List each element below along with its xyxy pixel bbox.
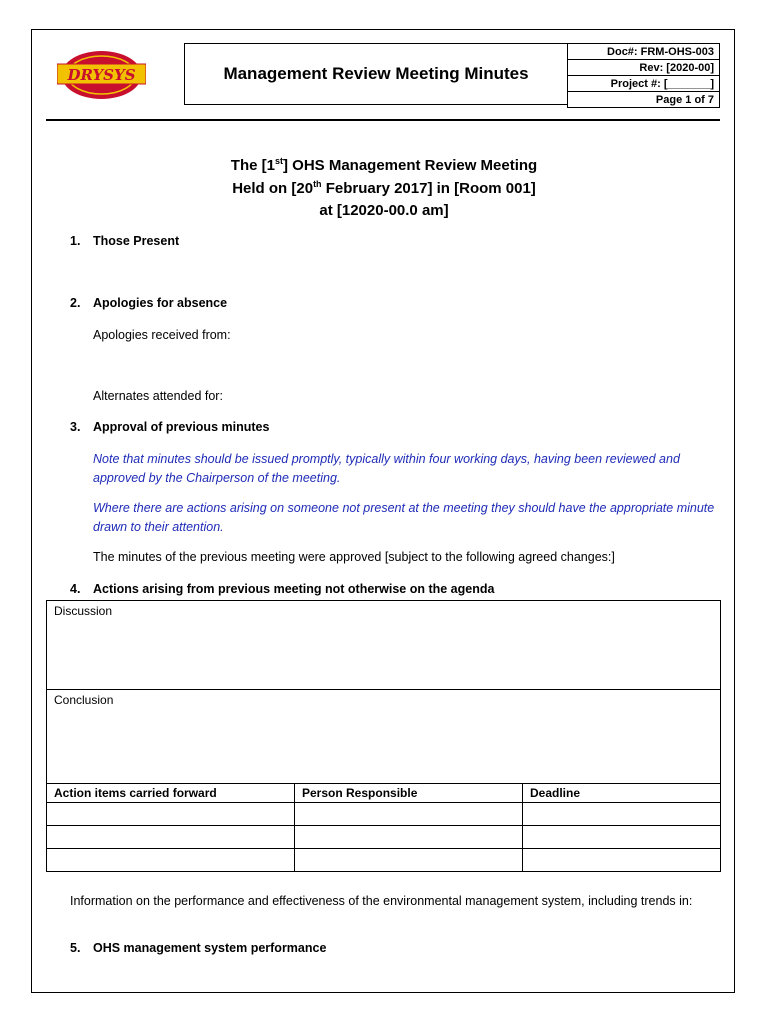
deadline-cell[interactable] <box>523 826 721 849</box>
col-header-action: Action items carried forward <box>47 784 295 803</box>
drysys-logo <box>57 50 146 100</box>
discussion-cell[interactable] <box>47 601 721 690</box>
section-4-heading: 4. Actions arising from previous meeting not otherwise on the agenda <box>70 582 495 596</box>
minutes-note-1: Note that minutes should be issued promptly, typically within four working days, having been reviewed and approved by the Chairperson of the meeting. <box>93 452 680 485</box>
col-header-person: Person Responsible <box>295 784 523 803</box>
header-rule <box>46 119 720 121</box>
conclusion-label: Conclusion <box>54 693 114 707</box>
meeting-headline-line2: Held on [20th February 2017] in [Room 001] <box>232 179 536 197</box>
meeting-headline-line1: The [1st] OHS Management Review Meeting <box>230 156 538 174</box>
minutes-note-2: Where there are actions arising on someone not present at the meeting they should have the appropriate minute drawn to their attention. <box>93 501 715 534</box>
deadline-cell[interactable] <box>523 849 721 872</box>
table-row <box>47 826 721 849</box>
document-title: Management Review Meeting Minutes <box>223 64 529 83</box>
action-cell[interactable] <box>47 849 295 872</box>
actions-table <box>46 600 721 872</box>
project-number: Project #: [_______] <box>568 76 720 92</box>
section-5-heading: 5. OHS management system performance <box>70 941 327 955</box>
discussion-label: Discussion <box>54 604 113 618</box>
logo-text: DRYSYS <box>67 66 136 84</box>
col-header-deadline: Deadline <box>523 784 721 803</box>
table-row <box>47 803 721 826</box>
section-2-heading: 2. Apologies for absence <box>70 296 228 310</box>
page-number: Page 1 of 7 <box>568 92 720 108</box>
section-3-heading: 3. Approval of previous minutes <box>70 420 270 434</box>
info-text: Information on the performance and effectiveness of the environmental management system, including trends in: <box>70 894 693 908</box>
deadline-cell[interactable] <box>523 803 721 826</box>
person-cell[interactable] <box>295 826 523 849</box>
table-row <box>47 849 721 872</box>
action-cell[interactable] <box>47 826 295 849</box>
conclusion-cell[interactable] <box>47 690 721 784</box>
person-cell[interactable] <box>295 849 523 872</box>
document-meta-table <box>567 43 720 108</box>
meeting-headline-line3: at [12020-00.0 am] <box>319 202 449 219</box>
apologies-label: Apologies received from: <box>93 328 231 342</box>
action-cell[interactable] <box>47 803 295 826</box>
section-1-heading: 1. Those Present <box>70 234 180 248</box>
doc-number: Doc#: FRM-OHS-003 <box>568 44 720 60</box>
alternates-label: Alternates attended for: <box>93 389 223 403</box>
approved-text: The minutes of the previous meeting were approved [subject to the following agreed changes:] <box>93 550 615 564</box>
document-title-box <box>184 43 568 105</box>
revision: Rev: [2020-00] <box>568 60 720 76</box>
person-cell[interactable] <box>295 803 523 826</box>
